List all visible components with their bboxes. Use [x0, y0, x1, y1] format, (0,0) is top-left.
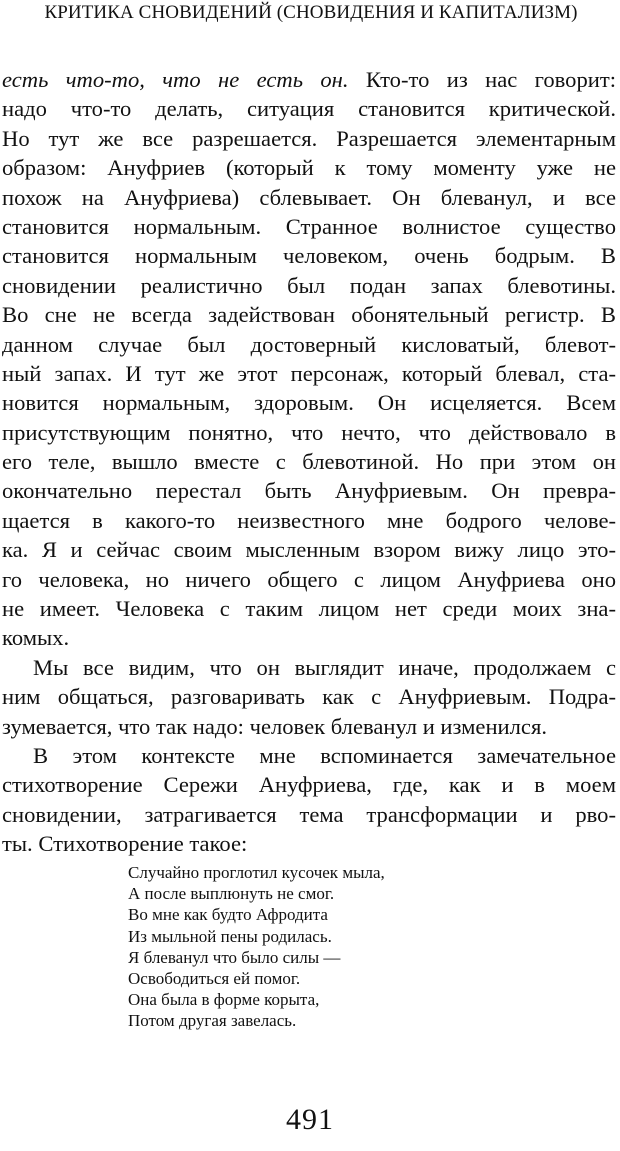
text-line: ты. Стихотворение такое: [2, 831, 248, 857]
text-line: присутствующим понятно, что нечто, что действовало в [2, 419, 616, 445]
poem-line: Из мыльной пены родилась. [128, 926, 332, 946]
text-line: зумевается, что так надо: человек блеванул и изменился. [2, 713, 547, 739]
paragraph [2, 741, 616, 859]
text-line: его теле, вышло вместе с блевотиной. Но при этом он [2, 449, 616, 475]
text-line: не имеет. Человека с таким лицом нет среди моих зна- [2, 596, 616, 622]
page-number: 491 [286, 1103, 334, 1136]
text-line: Но тут же все разрешается. Разрешается элементарным [2, 125, 616, 151]
poem-line: Во мне как будто Афродита [128, 905, 328, 925]
text-line [2, 65, 616, 94]
poem-line: Случайно проглотил кусочек мыла, [128, 863, 385, 882]
text-line: данном случае был достоверный кисловатый, блевот- [2, 331, 616, 357]
poem-line: Я блеванул что было силы — [128, 947, 341, 967]
text-line: го человека, но ничего общего с лицом Ануфриева оно [2, 566, 616, 592]
text-line: стихотворение Сережи Ануфриева, где, как и в моем [2, 772, 616, 798]
poem-line: Она была в форме корыта, [128, 990, 320, 1010]
paragraph [2, 653, 616, 741]
text-line: окончательно перестал быть Ануфриевым. Он превра- [2, 478, 616, 504]
text-line: ный запах. И тут же этот персонаж, который блевал, ста- [2, 360, 616, 386]
text-line: ним общаться, разговаривать как с Ануфриевым. Подра- [2, 684, 616, 710]
text-line: комых. [2, 625, 70, 651]
text-line: похож на Ануфриева) сблевывает. Он блеванул, и все [2, 184, 616, 210]
poem-line: Потом другая завелась. [128, 1011, 297, 1031]
poem-line: А после выплюнуть не смог. [128, 884, 335, 904]
text-line: В этом контексте мне вспоминается замечательное [33, 742, 616, 768]
text-line: надо что-то делать, ситуация становится критической. [2, 96, 616, 122]
text-line: сновидении реалистично был подан запах блевотины. [2, 272, 616, 298]
text-line: образом: Ануфриев (который к тому моменту уже не [2, 155, 616, 181]
poem [128, 862, 385, 1032]
text-line: Мы все видим, что он выглядит иначе, продолжаем с [33, 654, 616, 680]
poem-line: Освободиться ей помог. [128, 968, 301, 988]
text-line: становится нормальным. Странное волнистое существо [2, 213, 616, 239]
text-line: сновидении, затрагивается тема трансформации и рво- [2, 801, 616, 827]
running-head: КРИТИКА СНОВИДЕНИЙ (СНОВИДЕНИЯ И КАПИТАЛИЗМ) [44, 2, 578, 23]
text-line: Во сне не всегда задействован обонятельный регистр. В [2, 302, 616, 328]
text-line: становится нормальным человеком, очень бодрым. В [2, 243, 616, 269]
line-text: Кто-то из нас говорит: [348, 67, 616, 92]
paragraph [2, 65, 616, 653]
text-line: новится нормальным, здоровым. Он исцеляется. Всем [2, 390, 616, 416]
emphasis-text: есть что-то, что не есть он. [2, 67, 349, 92]
text-line: щается в какого-то неизвестного мне бодрого челове- [2, 507, 616, 533]
body-text [2, 65, 616, 859]
text-line: ка. Я и сейчас своим мысленным взором вижу лицо это- [2, 537, 616, 563]
